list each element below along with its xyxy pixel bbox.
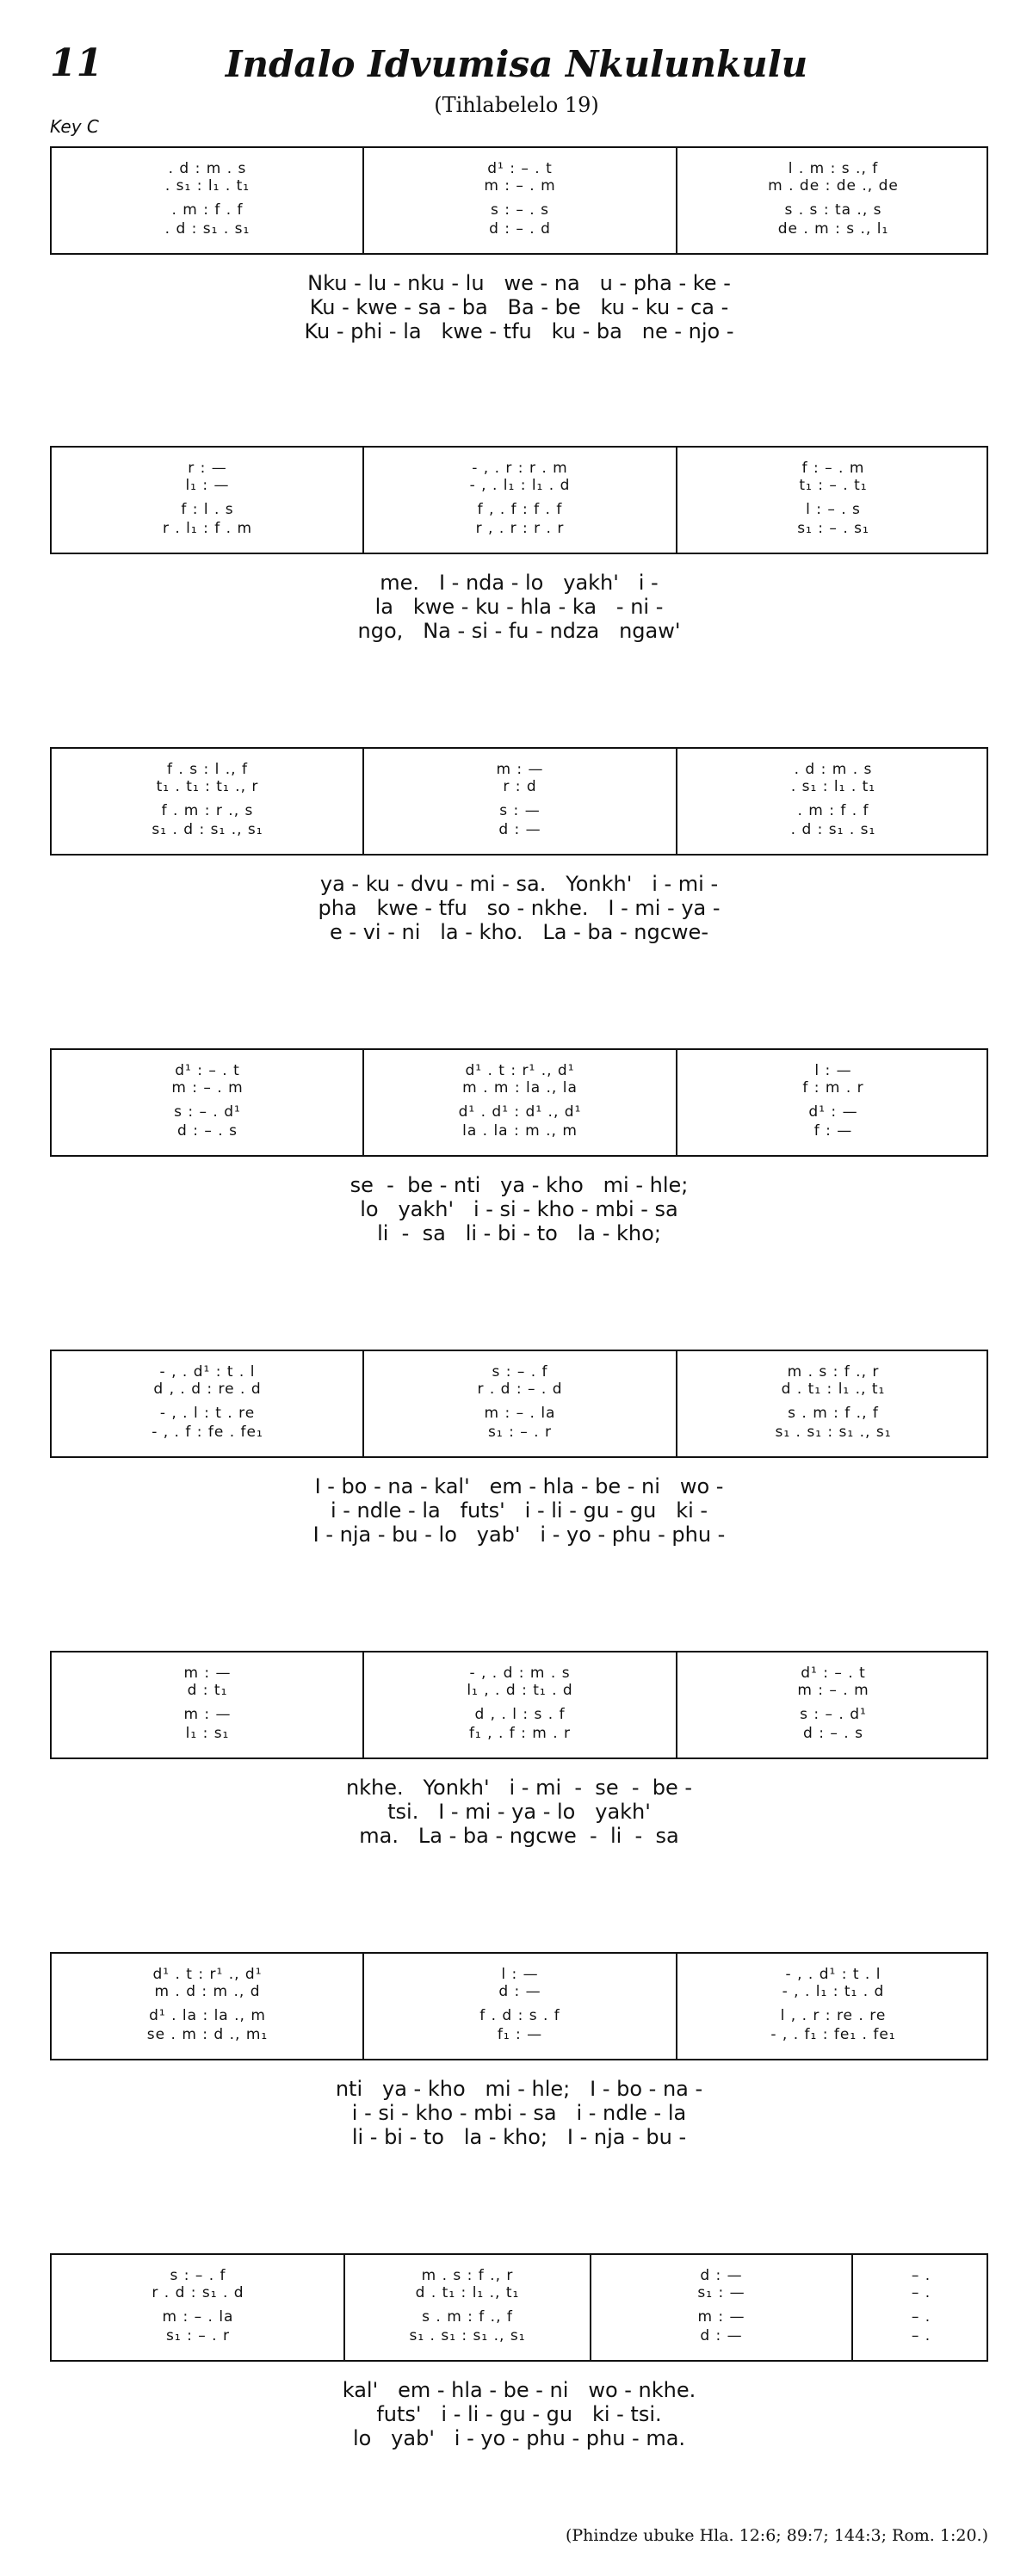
voice-line: l , . r : re . re: [780, 2007, 887, 2024]
lyric-line: lo yakh' i - si - kho - mbi - sa: [360, 1197, 678, 1221]
voice-line: d¹ . d¹ : d¹ ., d¹: [458, 1103, 582, 1121]
voice-line: l . m : s ., f: [788, 160, 879, 177]
voice-line: f : – . m: [801, 460, 865, 477]
voice-line: f . d : s . f: [479, 2007, 560, 2024]
voice-line: - , . d¹ : t . l: [785, 1966, 881, 1983]
voice-line: r . d : – . d: [477, 1381, 563, 1398]
voice-line: d¹ : – . t: [487, 160, 553, 177]
lyric-line: kal' em - hla - be - ni wo - nkhe.: [342, 2378, 696, 2402]
voice-line: s . m : f ., f: [422, 2308, 513, 2326]
voice-line: . d : s₁ . s₁: [164, 220, 251, 238]
voice-line: d : t₁: [187, 1682, 228, 1699]
voice-line: m . m : la ., la: [462, 1079, 578, 1096]
voice-line: m : – . m: [484, 177, 556, 195]
voice-line: s : —: [499, 802, 541, 819]
lyric-line: i - si - kho - mbi - sa i - ndle - la: [351, 2101, 687, 2125]
voice-line: d : – . d: [489, 220, 551, 238]
voice-line: d¹ : —: [808, 1103, 858, 1121]
voice-line: f . m : r ., s: [161, 802, 254, 819]
lyric-line: futs' i - li - gu - gu ki - tsi.: [376, 2402, 662, 2426]
voice-line: l₁ : —: [185, 477, 230, 494]
voice-line: - , . l : t . re: [159, 1405, 256, 1422]
voice-line: d : – . s: [177, 1122, 238, 1140]
score-box: [50, 146, 988, 255]
voice-line: d , . d : re . d: [153, 1381, 262, 1398]
voice-line: d¹ . t : r¹ ., d¹: [465, 1062, 575, 1079]
score-box: [50, 747, 988, 856]
lyric-line: I - bo - na - kal' em - hla - be - ni wo -: [314, 1474, 724, 1498]
voice-line: - , . l₁ : l₁ . d: [469, 477, 571, 494]
voice-line: – .: [911, 2267, 931, 2284]
voice-line: f , . f : f . f: [477, 501, 563, 518]
hymn-subtitle: (Tihlabelelo 19): [434, 93, 599, 117]
lyric-line: la kwe - ku - hla - ka - ni -: [374, 595, 664, 619]
voice-line: l : – . s: [806, 501, 861, 518]
lyric-line: se - be - nti ya - kho mi - hle;: [349, 1173, 689, 1197]
voice-line: - , . d : m . s: [469, 1665, 571, 1682]
voice-line: d . t₁ : l₁ ., t₁: [415, 2284, 520, 2301]
voice-line: r , . r : r . r: [475, 520, 565, 537]
voice-line: d¹ . t : r¹ ., d¹: [152, 1966, 263, 1983]
voice-line: s₁ : – . s₁: [797, 520, 869, 537]
voice-line: d : —: [700, 2267, 743, 2284]
lyric-line: li - bi - to la - kho; I - nja - bu -: [351, 2125, 687, 2149]
voice-line: m . d : m ., d: [154, 1983, 261, 2000]
voice-line: – .: [911, 2308, 931, 2326]
voice-line: f : —: [813, 1122, 853, 1140]
voice-line: m : —: [183, 1706, 232, 1723]
voice-line: d¹ : – . t: [801, 1665, 866, 1682]
voice-line: de . m : s ., l₁: [777, 220, 889, 238]
score-box: [50, 1952, 988, 2060]
voice-line: . d : m . s: [794, 761, 873, 778]
voice-line: s . s : ta ., s: [784, 201, 882, 219]
lyric-line: I - nja - bu - lo yab' i - yo - phu - phu -: [312, 1523, 726, 1547]
voice-line: l : —: [814, 1062, 852, 1079]
voice-line: d : —: [700, 2327, 743, 2344]
voice-line: d¹ : – . t: [175, 1062, 240, 1079]
voice-line: m : —: [697, 2308, 745, 2326]
lyric-line: pha kwe - tfu so - nkhe. I - mi - ya -: [318, 896, 721, 920]
score-box: [50, 2253, 988, 2362]
voice-line: s . m : f ., f: [788, 1405, 879, 1422]
voice-line: – .: [911, 2284, 931, 2301]
voice-line: - , . f : fe . fe₁: [152, 1424, 263, 1441]
voice-line: s : – . f: [492, 1363, 548, 1381]
lyric-line: e - vi - ni la - kho. La - ba - ngcwe-: [330, 920, 708, 944]
voice-line: d : – . s: [803, 1725, 863, 1742]
voice-line: - , . l₁ : t₁ . d: [782, 1983, 885, 2000]
voice-line: s₁ . s₁ : s₁ ., s₁: [409, 2327, 526, 2344]
voice-line: s : – . f: [170, 2267, 226, 2284]
lyric-line: ma. La - ba - ngcwe - li - sa: [359, 1824, 679, 1848]
voice-line: m : – . m: [797, 1682, 869, 1699]
voice-line: s : – . d¹: [800, 1706, 867, 1723]
voice-line: s : – . s: [491, 201, 549, 219]
lyric-line: nti ya - kho mi - hle; I - bo - na -: [335, 2077, 703, 2101]
lyric-line: li - sa li - bi - to la - kho;: [377, 1221, 661, 1245]
voice-line: d , . l : s . f: [474, 1706, 566, 1723]
hymn-title: Indalo Idvumisa Nkulunkulu: [225, 43, 808, 85]
voice-line: l₁ , . d : t₁ . d: [467, 1682, 573, 1699]
voice-line: . s₁ : l₁ . t₁: [790, 778, 876, 795]
voice-line: m . s : f ., r: [787, 1363, 880, 1381]
voice-line: d : —: [498, 821, 541, 838]
voice-line: m : – . m: [171, 1079, 244, 1096]
key-signature: Key C: [50, 116, 99, 137]
voice-line: m : —: [183, 1665, 232, 1682]
score-box: [50, 1350, 988, 1458]
voice-line: m . s : f ., r: [421, 2267, 514, 2284]
lyric-line: lo yab' i - yo - phu - phu - ma.: [352, 2426, 686, 2450]
voice-line: m : – . la: [162, 2308, 234, 2326]
voice-line: m : – . la: [484, 1405, 556, 1422]
voice-line: r . d : s₁ . d: [152, 2284, 244, 2301]
voice-line: l : —: [501, 1966, 539, 1983]
voice-line: f₁ : —: [497, 2026, 543, 2043]
lyric-line: i - ndle - la futs' i - li - gu - gu ki -: [330, 1498, 708, 1523]
voice-line: - , . d¹ : t . l: [159, 1363, 256, 1381]
voice-line: t₁ : – . t₁: [799, 477, 868, 494]
voice-line: . d : s₁ . s₁: [790, 821, 876, 838]
lyric-line: tsi. I - mi - ya - lo yakh': [387, 1800, 651, 1824]
lyric-line: ngo, Na - si - fu - ndza ngaw': [357, 619, 681, 643]
voice-line: . d : m . s: [168, 160, 247, 177]
voice-line: d : —: [498, 1983, 541, 2000]
hymn-number: 11: [50, 41, 103, 85]
lyric-line: Nku - lu - nku - lu we - na u - pha - ke -: [307, 271, 731, 295]
voice-line: - , . r : r . m: [472, 460, 568, 477]
voice-line: . s₁ : l₁ . t₁: [164, 177, 251, 195]
voice-line: s₁ . d : s₁ ., s₁: [152, 821, 263, 838]
voice-line: m . de : de ., de: [768, 177, 899, 195]
voice-line: . m : f . f: [171, 201, 244, 219]
voice-line: s₁ : – . r: [166, 2327, 230, 2344]
voice-line: . m : f . f: [797, 802, 869, 819]
score-box: [50, 1048, 988, 1157]
lyric-line: nkhe. Yonkh' i - mi - se - be -: [345, 1776, 693, 1800]
voice-line: r . l₁ : f . m: [162, 520, 253, 537]
voice-line: l₁ : s₁: [185, 1725, 230, 1742]
voice-line: se . m : d ., m₁: [146, 2026, 269, 2043]
voice-line: s₁ : —: [697, 2284, 745, 2301]
voice-line: f : m . r: [802, 1079, 864, 1096]
voice-line: s₁ . s₁ : s₁ ., s₁: [775, 1424, 892, 1441]
voice-line: d . t₁ : l₁ ., t₁: [781, 1381, 886, 1398]
lyric-line: ya - ku - dvu - mi - sa. Yonkh' i - mi -: [319, 872, 719, 896]
voice-line: - , . f₁ : fe₁ . fe₁: [770, 2026, 896, 2043]
score-box: [50, 446, 988, 554]
voice-line: s₁ : – . r: [488, 1424, 552, 1441]
lyric-line: me. I - nda - lo yakh' i -: [380, 571, 659, 595]
voice-line: s : – . d¹: [174, 1103, 241, 1121]
voice-line: – .: [911, 2327, 931, 2344]
footer-reference: (Phindze ubuke Hla. 12:6; 89:7; 144:3; Rom. 1:20.): [565, 2526, 988, 2545]
voice-line: t₁ . t₁ : t₁ ., r: [156, 778, 259, 795]
lyric-line: Ku - kwe - sa - ba Ba - be ku - ku - ca -: [309, 295, 729, 319]
voice-line: d¹ . la : la ., m: [149, 2007, 266, 2024]
voice-line: f : l . s: [181, 501, 234, 518]
voice-line: la . la : m ., m: [462, 1122, 578, 1140]
voice-line: f . s : l ., f: [167, 761, 248, 778]
voice-line: f₁ , . f : m . r: [468, 1725, 572, 1742]
score-box: [50, 1651, 988, 1759]
page-header: [0, 0, 1033, 146]
lyric-line: Ku - phi - la kwe - tfu ku - ba ne - njo -: [304, 319, 734, 343]
voice-line: r : —: [188, 460, 227, 477]
voice-line: r : d: [503, 778, 537, 795]
voice-line: m : —: [496, 761, 544, 778]
